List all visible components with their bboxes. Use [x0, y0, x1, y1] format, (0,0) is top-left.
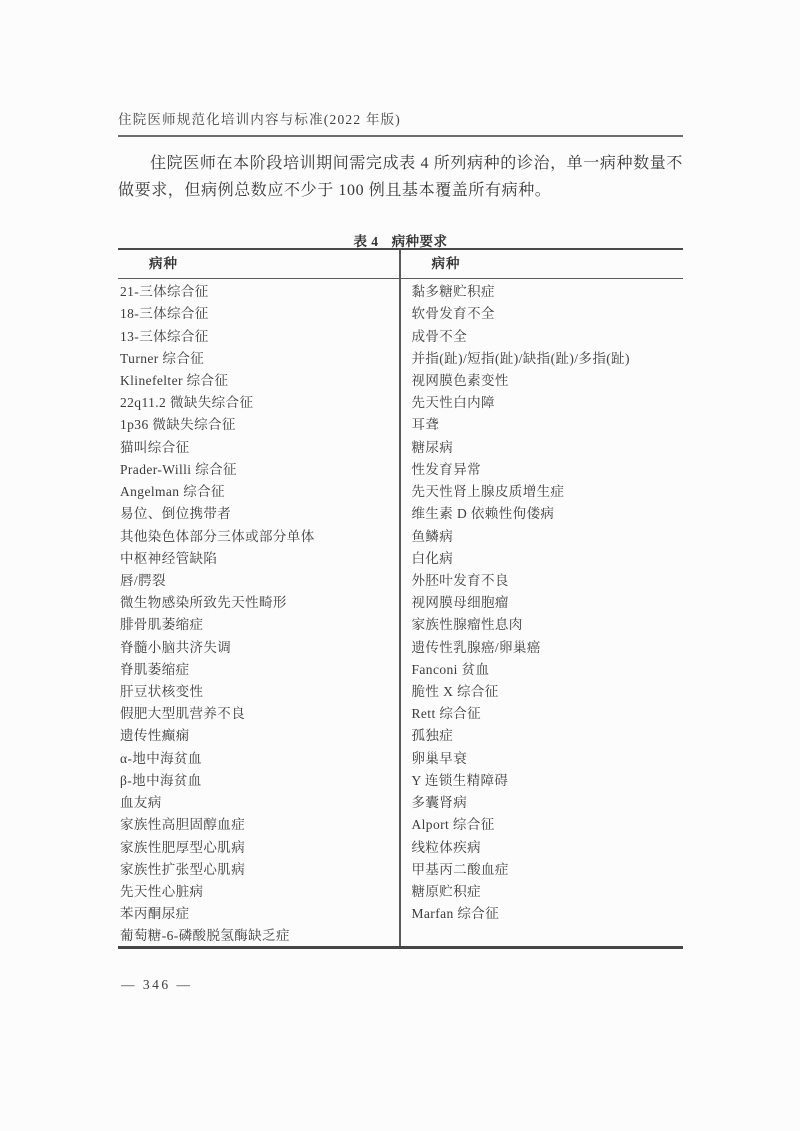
disease-cell-left: α-地中海贫血 — [120, 750, 202, 766]
disease-cell-right: 遗传性乳腺癌/卵巢癌 — [411, 639, 541, 655]
disease-cell-right: 脆性 X 综合征 — [411, 684, 499, 700]
disease-cell-left: 家族性扩张型心肌病 — [120, 861, 246, 877]
disease-cell-right: 黏多糖贮积症 — [411, 284, 495, 300]
disease-cell-right: 耳聋 — [411, 417, 440, 433]
column-header-right: 病种 — [431, 256, 461, 271]
disease-table — [118, 248, 683, 949]
column-divider — [399, 250, 401, 946]
disease-cell-right: Alport 综合征 — [411, 817, 495, 833]
disease-cell-right: 白化病 — [411, 550, 454, 566]
disease-cell-right: 视网膜母细胞瘤 — [411, 595, 509, 611]
disease-cell-left: β-地中海贫血 — [120, 772, 202, 788]
disease-cell-right: 维生素 D 依赖性佝偻病 — [411, 506, 555, 522]
disease-cell-left: Klinefelter 综合征 — [120, 372, 229, 388]
disease-cell-left: 18-三体综合征 — [120, 306, 209, 322]
page-number: — 346 — — [121, 977, 193, 992]
disease-cell-left: 假肥大型肌营养不良 — [120, 706, 246, 722]
column-header-left: 病种 — [149, 256, 178, 271]
disease-cell-left: 脊髓小脑共济失调 — [120, 639, 232, 655]
disease-cell-left: 苯丙酮尿症 — [120, 906, 190, 922]
disease-cell-left: 葡萄糖-6-磷酸脱氢酶缺乏症 — [120, 928, 290, 944]
disease-cell-right: Y 连锁生精障碍 — [411, 772, 509, 788]
disease-cell-right: 先天性肾上腺皮质增生症 — [411, 484, 565, 500]
intro-paragraph: 住院医师在本阶段培训期间需完成表 4 所列病种的诊治，单一病种数量不做要求，但病例总数应不少于 100 例且基本覆盖所有病种。 — [118, 155, 683, 199]
disease-cell-left: 脊肌萎缩症 — [120, 661, 190, 677]
disease-cell-left: 肝豆状核变性 — [120, 684, 204, 700]
disease-cell-right: 鱼鳞病 — [411, 528, 454, 544]
disease-cell-right: 线粒体疾病 — [411, 839, 481, 855]
disease-cell-right: Marfan 综合征 — [411, 906, 500, 922]
disease-cell-left: 1p36 微缺失综合征 — [120, 417, 236, 433]
disease-cell-right: 成骨不全 — [411, 328, 468, 344]
disease-cell-right: 视网膜色素变性 — [411, 372, 509, 388]
running-header: 住院医师规范化培训内容与标准(2022 年版) — [118, 112, 401, 127]
disease-cell-right: 甲基丙二酸血症 — [411, 861, 509, 877]
disease-cell-right: 卵巢早衰 — [411, 750, 468, 766]
disease-cell-left: 唇/腭裂 — [120, 572, 166, 588]
disease-cell-left: 易位、倒位携带者 — [120, 506, 232, 522]
disease-cell-left: 21-三体综合征 — [120, 284, 209, 300]
disease-cell-left: 腓骨肌萎缩症 — [120, 617, 204, 633]
disease-cell-left: 22q11.2 微缺失综合征 — [120, 395, 254, 411]
disease-cell-left: 先天性心脏病 — [120, 884, 204, 900]
disease-cell-right: 软骨发育不全 — [411, 306, 495, 322]
disease-cell-left: 家族性肥厚型心肌病 — [120, 839, 246, 855]
disease-cell-right: 糖原贮积症 — [411, 884, 481, 900]
disease-cell-right: 孤独症 — [411, 728, 454, 744]
disease-cell-left: 13-三体综合征 — [120, 328, 209, 344]
disease-cell-left: 血友病 — [120, 795, 162, 811]
table-caption-title: 病种要求 — [391, 234, 448, 249]
disease-cell-left: 家族性高胆固醇血症 — [120, 817, 246, 833]
disease-cell-right: 糖尿病 — [411, 439, 454, 455]
table-caption-label: 表 4 — [353, 234, 379, 249]
disease-cell-right: 先天性白内障 — [411, 395, 495, 411]
disease-cell-left: 猫叫综合征 — [120, 439, 190, 455]
disease-cell-right: 并指(趾)/短指(趾)/缺指(趾)/多指(趾) — [411, 350, 630, 366]
disease-cell-right: Fanconi 贫血 — [411, 661, 490, 677]
disease-cell-left: 中枢神经管缺陷 — [120, 550, 218, 566]
disease-cell-right: 外胚叶发育不良 — [411, 572, 509, 588]
table-caption — [118, 230, 683, 250]
disease-cell-left: Prader-Willi 综合征 — [120, 461, 237, 477]
disease-cell-right: Rett 综合征 — [411, 706, 482, 722]
disease-cell-left: Angelman 综合征 — [120, 484, 225, 500]
disease-cell-left: 其他染色体部分三体或部分单体 — [120, 528, 315, 544]
disease-cell-left: 遗传性癫痫 — [120, 728, 190, 744]
header-rule — [118, 135, 683, 137]
disease-cell-left: Turner 综合征 — [120, 350, 205, 366]
disease-cell-right: 家族性腺瘤性息肉 — [411, 617, 523, 633]
disease-cell-left: 微生物感染所致先天性畸形 — [120, 595, 287, 611]
disease-cell-right: 多囊肾病 — [411, 795, 468, 811]
disease-cell-right: 性发育异常 — [411, 461, 481, 477]
